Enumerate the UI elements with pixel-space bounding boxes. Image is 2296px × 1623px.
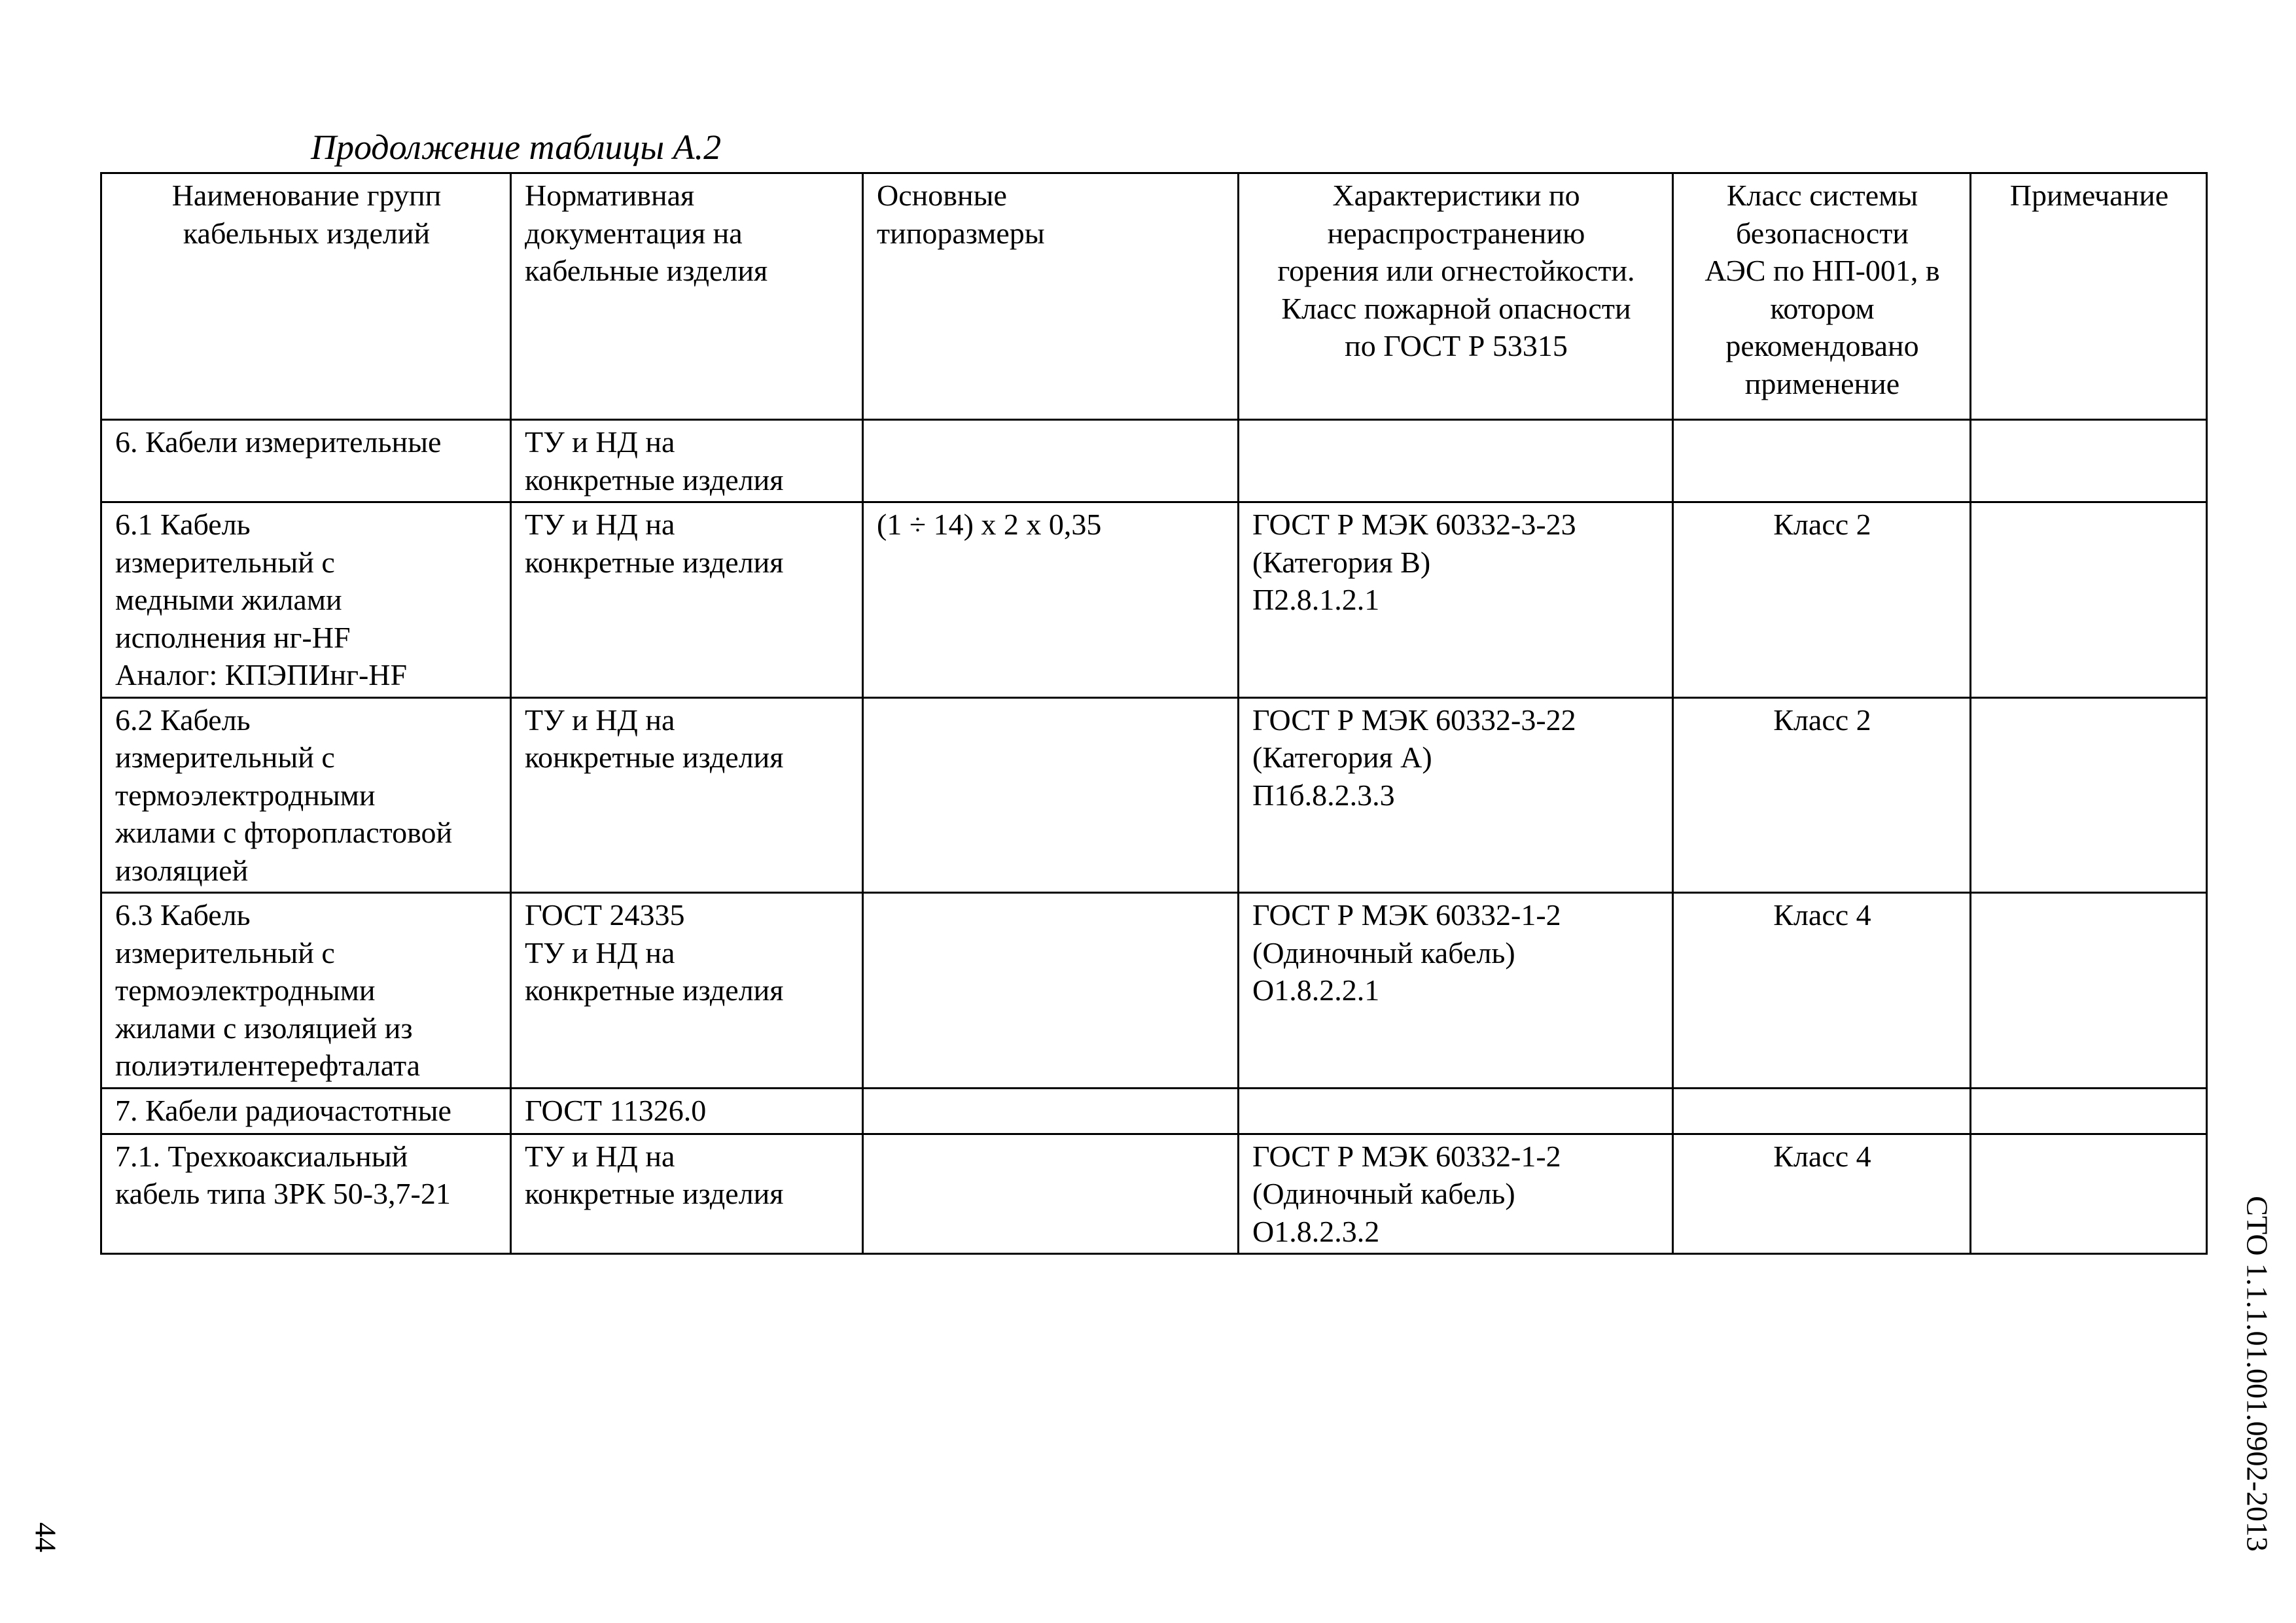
page-number [26,1505,65,1570]
cell-fire-characteristics [1239,1088,1673,1134]
document-code [2241,1178,2274,1570]
cell-safety-class: Класс 4 [1673,893,1971,1089]
cell-group-name: 6.2 Кабель измерительный с термоэлектродными жилами с фторопластовой изоляцией [101,697,511,893]
cell-normative-docs: ТУ и НД на конкретные изделия [511,502,863,698]
table-row [101,697,2207,893]
cell-normative-docs: ТУ и НД на конкретные изделия [511,1134,863,1254]
header-group-name: Наименование групп кабельных изделий [101,173,511,420]
cell-fire-characteristics: ГОСТ Р МЭК 60332-1-2 (Одиночный кабель) О1.8.2.2.1 [1239,893,1673,1089]
table-row [101,893,2207,1089]
cell-note [1971,420,2207,502]
cell-normative-docs: ТУ и НД на конкретные изделия [511,420,863,502]
cell-fire-characteristics: ГОСТ Р МЭК 60332-1-2 (Одиночный кабель) О1.8.2.3.2 [1239,1134,1673,1254]
document-code-text: СТО 1.1.1.01.001.0902-2013 [2240,1196,2274,1552]
cell-normative-docs: ТУ и НД на конкретные изделия [511,697,863,893]
cable-table [100,172,2208,1255]
cell-safety-class: Класс 4 [1673,1134,1971,1254]
cell-main-sizes [863,1088,1239,1134]
table-row [101,420,2207,502]
cell-group-name: 7. Кабели радиочастотные [101,1088,511,1134]
cell-fire-characteristics: ГОСТ Р МЭК 60332-3-23 (Категория В) П2.8.1.2.1 [1239,502,1673,698]
header-main-sizes: Основные типоразмеры [863,173,1239,420]
table-row [101,1088,2207,1134]
cell-fire-characteristics [1239,420,1673,502]
cell-note [1971,1134,2207,1254]
cell-main-sizes: (1 ÷ 14) х 2 х 0,35 [863,502,1239,698]
cell-safety-class: Класс 2 [1673,502,1971,698]
header-fire-characteristics: Характеристики по нераспространению горения или огнестойкости. Класс пожарной опасности по ГОСТ Р 53315 [1239,173,1673,420]
table-row [101,502,2207,698]
cell-normative-docs: ГОСТ 24335 ТУ и НД на конкретные изделия [511,893,863,1089]
cell-group-name: 6. Кабели измерительные [101,420,511,502]
header-normative-docs: Нормативная документация на кабельные изделия [511,173,863,420]
cell-group-name: 7.1. Трехкоаксиальный кабель типа 3РК 50-3,7-21 [101,1134,511,1254]
header-safety-class: Класс системы безопасности АЭС по НП-001, в котором рекомендовано применение [1673,173,1971,420]
header-note: Примечание [1971,173,2207,420]
cell-note [1971,893,2207,1089]
cell-main-sizes [863,893,1239,1089]
cell-normative-docs: ГОСТ 11326.0 [511,1088,863,1134]
cell-safety-class: Класс 2 [1673,697,1971,893]
table-row [101,1134,2207,1254]
cell-group-name: 6.3 Кабель измерительный с термоэлектродными жилами с изоляцией из полиэтилентерефталата [101,893,511,1089]
cell-group-name: 6.1 Кабель измерительный с медными жилами исполнения нг-HF Аналог: КПЭПИнг-HF [101,502,511,698]
cell-note [1971,697,2207,893]
cell-main-sizes [863,420,1239,502]
cell-main-sizes [863,697,1239,893]
page-number-text: 44 [29,1522,63,1552]
cell-fire-characteristics: ГОСТ Р МЭК 60332-3-22 (Категория А) П1б.8.2.3.3 [1239,697,1673,893]
cell-safety-class [1673,1088,1971,1134]
cell-note [1971,502,2207,698]
cell-safety-class [1673,420,1971,502]
cell-note [1971,1088,2207,1134]
table-caption: Продолжение таблицы А.2 [311,128,722,167]
table-header-row [101,173,2207,420]
cell-main-sizes [863,1134,1239,1254]
